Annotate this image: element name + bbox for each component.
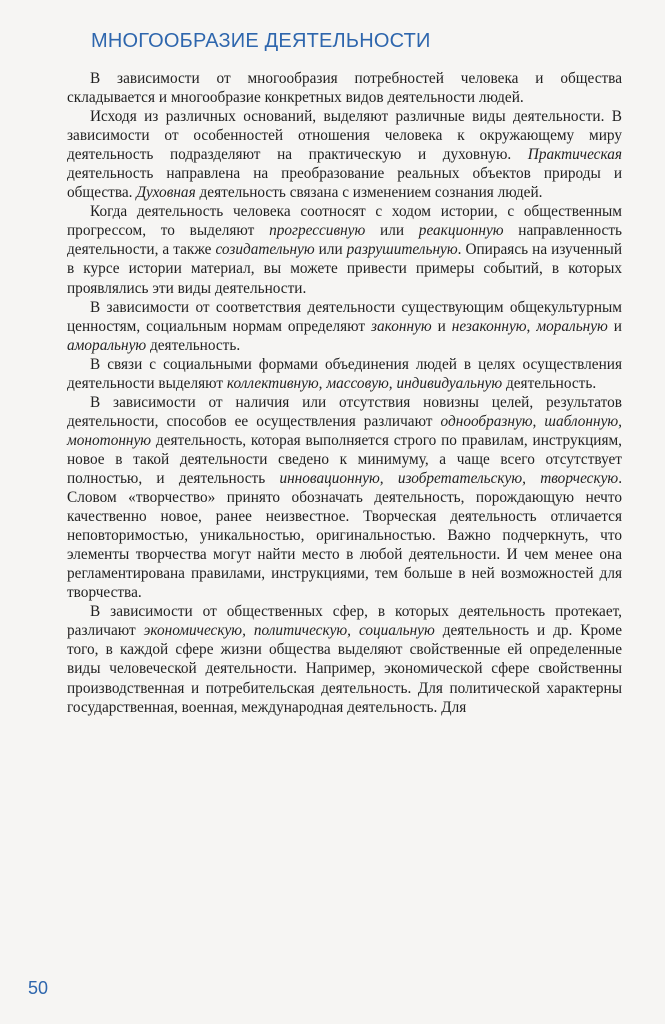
paragraph [67,107,622,202]
text-segment: деятельность связана с изменением сознания людей. [195,184,543,202]
section-title: МНОГООБРАЗИЕ ДЕЯТЕЛЬНОСТИ [91,30,431,52]
italic-term: экономическую, политическую, социальную [143,622,435,640]
text-segment: деятельность. [146,336,241,354]
text-segment: . Опираясь на изученный в курсе истории материал, вы можете привести примеры событий, в которых проявлялись эти виды деятельности. [67,241,623,297]
text-segment: направленность деятельности, а также [67,222,622,259]
text-segment: деятельность. [502,374,597,392]
text-segment: или [365,222,419,240]
italic-term: коллективную, массовую, индивидуальную [226,374,503,392]
page-number: 50 [28,978,49,998]
italic-term: реакционную [418,222,504,240]
text-segment: В зависимости от многообразия потребностей человека и общества складывается и многообразие конкретных видов деятельности людей. [67,70,622,107]
text-segment: и [431,317,452,335]
italic-term: созидательную [215,241,315,259]
text-segment: деятельность, которая выполняется строго по правилам, инструкциям, новое в такой деятельности сведено к минимуму, а чаще всего отсутствует полностью, и деятельность [67,431,622,487]
paragraph [67,298,622,355]
italic-term: разрушительную [346,241,458,259]
text-segment: В связи с социальными формами объединения людей в целях осуществления деятельности выделяют [67,355,622,392]
italic-term: инновационную, изобретательскую, творческую [279,469,619,487]
text-segment: В зависимости от наличия или отсутствия новизны целей, результатов деятельности, способов ее осуществления различают [67,393,622,430]
paragraph [67,355,622,393]
text-segment: деятельность и др. Кроме того, в каждой сфере жизни общества выделяют свойственные ей определенные виды человеческой деятельности. Например, экономической сфере свойственны производственная и потребительская деятельность. Для политической характерны государственная, военная, международная деятельность. Для [67,622,622,716]
italic-term: аморальную [67,336,147,354]
paragraph [67,393,622,603]
italic-term: Практическая [527,146,622,164]
paragraph [67,602,622,716]
text-segment: В зависимости от общественных сфер, в которых деятельность протекает, различают [67,603,622,640]
italic-term: незаконную [451,317,527,335]
text-segment: Когда деятельность человека соотносят с ходом истории, с общественным прогрессом, то выделяют [67,203,622,240]
text-segment: деятельность направлена на преобразование реальных объектов природы и общества. [67,165,622,202]
text-segment: или [314,241,347,259]
text-segment: Исходя из различных оснований, выделяют различные виды деятельности. В зависимости от особенностей отношения человека к окружающему миру деятельность подразделяют на практическую и духовную. [67,108,622,164]
italic-term: законную [371,317,432,335]
italic-term: Духовная [136,184,196,202]
paragraph [67,69,622,107]
text-segment: В зависимости от соответствия деятельности существующим общекультурным ценностям, социальным нормам определяют [67,298,622,335]
text-segment: . Словом «творчество» принято обозначать деятельность, порождающую нечто качественно новое, ранее неизвестное. Творческая деятельность отличается неповторимостью, уникальностью, оригинальностью. Важно подчеркнуть, что элементы творчества могут найти место в любой деятельности. И чем менее она регламентирована правилами, инструкциями, тем больше в ней возможностей для творчества. [67,469,623,602]
italic-term: однообразную, шаблонную, монотонную [67,412,622,449]
italic-term: прогрессивную [269,222,366,240]
body-text [67,69,622,717]
italic-term: моральную [536,317,608,335]
text-segment: и [607,317,622,335]
paragraph [67,202,622,297]
text-segment: , [526,317,537,335]
